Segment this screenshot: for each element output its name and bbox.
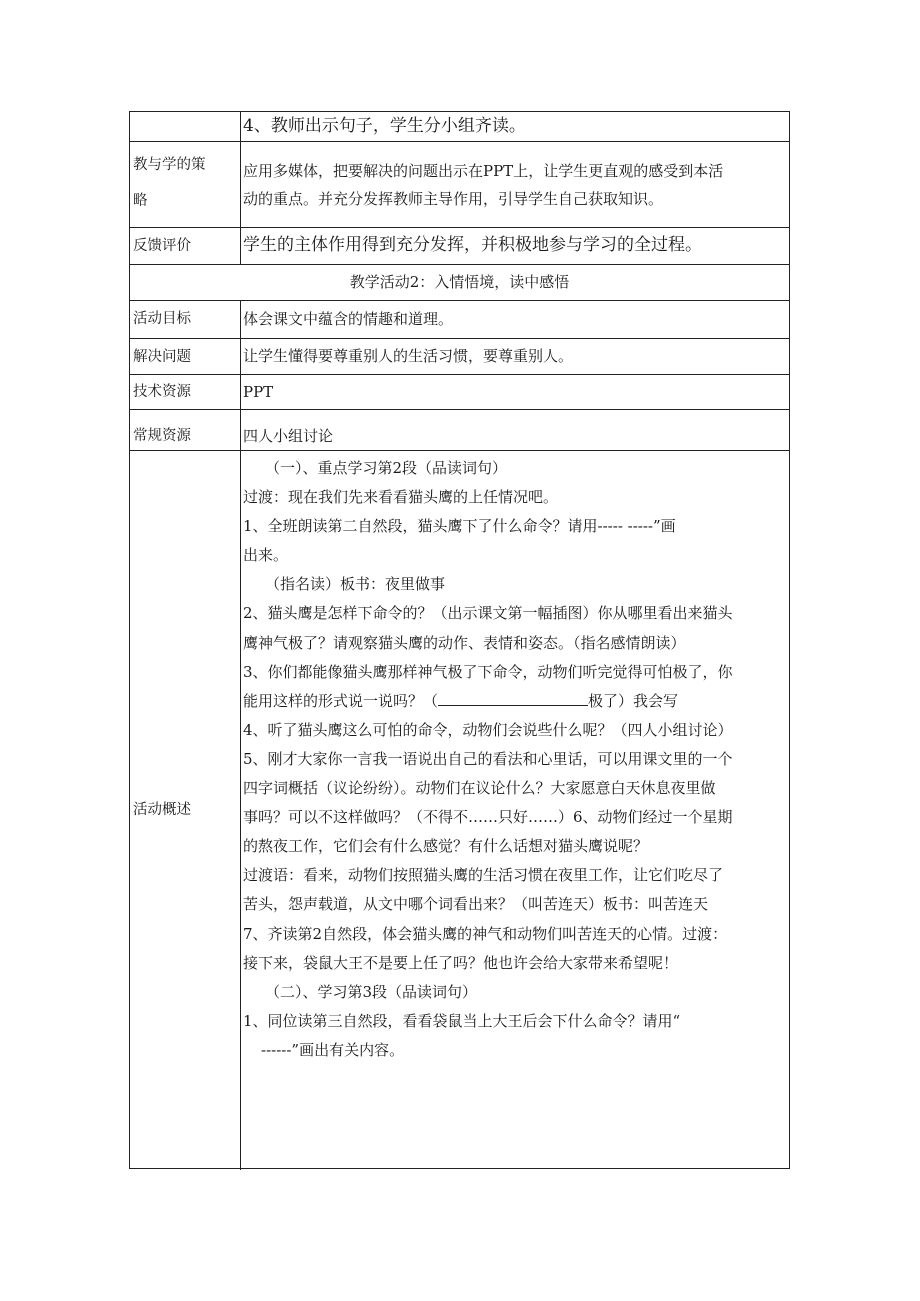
overview-line: 4、听了猫头鹰这么可怕的命令，动物们会说些什么呢？（四人小组讨论）: [243, 720, 733, 739]
overview-line: 事吗？可以不这样做吗？（不得不……只好……）6、动物们经过一个星期: [243, 808, 733, 827]
column-divider: [240, 300, 241, 1170]
overview-line: 鹰神气极了？请观察猫头鹰的动作、表情和姿态。（指名感情朗读）: [243, 633, 686, 652]
row-divider: [130, 450, 789, 451]
overview-line: ------”画出有关内容。: [261, 1040, 405, 1059]
overview-line: 5、刚才大家你一言我一语说出自己的看法和心里话，可以用课文里的一个: [243, 749, 733, 768]
overview-line: 7、齐读第2自然段，体会猫头鹰的神气和动物们叫苦连天的心情。过渡：: [243, 924, 728, 943]
overview-line: 接下来，袋鼠大王不是要上任了吗？他也许会给大家带来希望呢！: [243, 953, 679, 972]
overview-line: 四字词概括（议论纷纷）。动物们在议论什么？大家愿意白天休息夜里做: [243, 779, 716, 798]
top-row-text: 4、教师出示句子，学生分小组齐读。: [243, 116, 526, 136]
overview-line-with-blank: [243, 687, 789, 716]
overview-line: 出来。: [243, 546, 289, 565]
row-divider: [130, 300, 789, 301]
strategy-label-line2: 略: [133, 193, 148, 209]
strategy-text-line1: 应用多媒体，把要解决的问题出示在PPT上，让学生更直观的感受到本活: [243, 162, 724, 180]
tech-label: 技术资源: [133, 384, 191, 400]
problem-text: 让学生懂得要尊重别人的生活习惯，要尊重别人。: [243, 347, 574, 365]
column-divider: [240, 112, 241, 264]
fill-in-blank: [438, 691, 588, 706]
overview-line: （一）、重点学习第2段（品读词句）: [265, 459, 508, 477]
row-divider: [130, 141, 789, 142]
row-divider: [130, 264, 789, 265]
goal-label: 活动目标: [133, 311, 191, 327]
overview-line: 1、全班朗读第二自然段，猫头鹰下了什么命令？请用----- -----”画: [243, 517, 676, 536]
row-divider: [130, 338, 789, 339]
overview-line: 过渡语：看来，动物们按照猫头鹰的生活习惯在夜里工作，让它们吃尽了: [243, 866, 724, 885]
overview-label: 活动概述: [133, 802, 191, 818]
feedback-text: 学生的主体作用得到充分发挥，并积极地参与学习的全过程。: [243, 235, 702, 255]
goal-text: 体会课文中蕴含的情趣和道理。: [243, 310, 454, 328]
lesson-plan-table: [129, 111, 790, 1169]
feedback-label: 反馈评价: [133, 238, 191, 254]
overview-line-suffix: 极了）我会写: [588, 691, 679, 710]
strategy-text-line2: 动的重点。并充分发挥教师主导作用，引导学生自己获取知识。: [243, 190, 664, 208]
overview-line: （指名读）板书：夜里做事: [265, 575, 446, 594]
overview-line: （二）、学习第3段（品读词句）: [265, 982, 478, 1001]
problem-label: 解决问题: [133, 349, 191, 365]
overview-line: 苦头，怨声载道，从文中哪个词看出来？（叫苦连天）板书：叫苦连天: [243, 895, 709, 914]
row-divider: [130, 409, 789, 410]
tech-text: PPT: [243, 383, 274, 401]
overview-body: [243, 454, 789, 1065]
overview-line-prefix: 能用这样的形式说一说吗？（: [243, 691, 439, 710]
row-divider: [130, 227, 789, 228]
strategy-label-line1: 教与学的策: [133, 157, 206, 173]
routine-label: 常规资源: [133, 428, 191, 444]
overview-line: 3、你们都能像猫头鹰那样神气极了下命令，动物们听完觉得可怕极了，你: [243, 662, 733, 681]
activity-header: 教学活动2：入情悟境，读中感悟: [349, 273, 570, 291]
overview-line: 过渡：现在我们先来看看猫头鹰的上任情况吧。: [243, 488, 559, 507]
overview-line: 的熬夜工作，它们会有什么感觉？有什么话想对猫头鹰说呢？: [243, 837, 649, 856]
routine-text: 四人小组讨论: [243, 427, 334, 445]
overview-line: 2、猫头鹰是怎样下命令的？（出示课文第一幅插图）你从哪里看出来猫头: [243, 604, 733, 623]
overview-line: 1、同位读第三自然段，看看袋鼠当上大王后会下什么命令？请用“: [243, 1011, 681, 1030]
row-divider: [130, 374, 789, 375]
